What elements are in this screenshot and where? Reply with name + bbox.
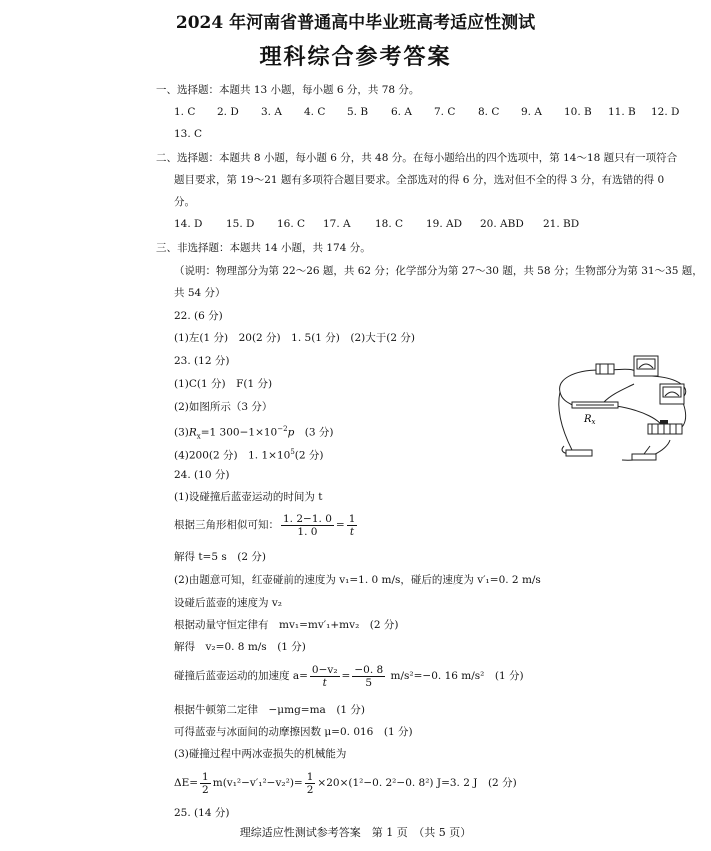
- section3-note-line1: （说明：物理部分为第 22～26 题，共 62 分；化学部分为第 27～30 题，共 58 分；生物部分为第 31～35 题，: [174, 265, 703, 277]
- answer-item: 10. B: [564, 106, 592, 118]
- answer-item: 21. BD: [543, 218, 580, 230]
- q24-blue-velocity: 设碰后蓝壶的速度为 v₂: [174, 597, 282, 609]
- q24-part2: (2)由题意可知，红壶碰前的速度为 v₁=1. 0 m/s，碰后的速度为 v′₁=0. 2 m/s: [174, 574, 541, 586]
- q24-similarity: 根据三角形相似可知： $\frac{1. 2-1. 0}{1. 0}$ = $\frac{1}{t}$: [174, 512, 356, 538]
- answer-item: 15. D: [226, 218, 255, 230]
- answer-item: 7. C: [434, 106, 456, 118]
- q22-label: 22. (6 分): [174, 310, 223, 322]
- section2-heading-line3: 分。: [174, 196, 195, 208]
- page-footer: 理综适应性测试参考答案 第 1 页 （共 5 页）: [239, 826, 472, 839]
- q24-acceleration: 碰撞后蓝壶运动的加速度 a= $\frac{\text{0−v₂}}{t}$ = $\frac{-0. 8}{5}$ m/s²=−0. 16 m/s² (1 分): [174, 663, 524, 689]
- q22-answer: (1)左(1 分) 20(2 分) 1. 5(1 分) (2)大于(2 分): [174, 332, 415, 344]
- q24-label: 24. (10 分): [174, 469, 230, 481]
- answer-item: 16. C: [277, 218, 306, 230]
- section1-heading: 一、选择题：本题共 13 小题，每小题 6 分，共 78 分。: [156, 84, 420, 96]
- answer-item: 11. B: [608, 106, 636, 118]
- q23-answer-2: (2)如图所示（3 分）: [174, 401, 273, 413]
- section2-heading-line2: 题目要求，第 19～21 题有多项符合题目要求。全部选对的得 6 分，选对但不全的得 3 分，有选错的得 0: [174, 174, 665, 186]
- answer-item: 20. ABD: [480, 218, 524, 230]
- section2-heading-line1: 二、选择题：本题共 8 小题，每小题 6 分，共 48 分。在每小题给出的四个选项中，第 14～18 题只有一项符合: [156, 152, 678, 164]
- q24-friction: 可得蓝壶与冰面间的动摩擦因数 μ=0. 016 (1 分): [174, 726, 413, 738]
- answer-item: 9. A: [521, 106, 542, 118]
- answer-item: 1. C: [174, 106, 196, 118]
- answer-key-title: 理科综合参考答案: [259, 44, 452, 70]
- answer-item: 17. A: [323, 218, 351, 230]
- section3-note-line2: 共 54 分）: [174, 287, 226, 299]
- answer-item: 14. D: [174, 218, 203, 230]
- answer-item: 12. D: [651, 106, 680, 118]
- q25-label: 25. (14 分): [174, 807, 230, 819]
- q24-velocity-result: 解得 v₂=0. 8 m/s (1 分): [174, 641, 306, 653]
- answer-item: 19. AD: [426, 218, 463, 230]
- exam-title: 2024 年河南省普通高中毕业班高考适应性测试: [175, 13, 536, 33]
- answer-item: 6. A: [391, 106, 412, 118]
- answer-item: 3. A: [261, 106, 282, 118]
- q24-part1: (1)设碰撞后蓝壶运动的时间为 t: [174, 491, 323, 503]
- answer-item: 5. B: [347, 106, 369, 118]
- q23-answer-4: (4)200(2 分) 1. $1\times 10^5(2$ 分): [174, 448, 324, 462]
- q24-energy: ΔE= $\frac{1}{2}$ m(v₁²−v′₁²−v₂²)= $\frac{1}{2}$ ×20×(1²−0. 2²−0. 8²) J=3. 2 J (2 分): [174, 770, 517, 796]
- q23-label: 23. (12 分): [174, 355, 230, 367]
- q24-newton: 根据牛顿第二定律 −μmg=ma (1 分): [174, 704, 366, 716]
- answer-item: 18. C: [375, 218, 404, 230]
- answer-item: 13. C: [174, 128, 203, 140]
- answer-item: 2. D: [217, 106, 239, 118]
- rx-label: $R_x$: [584, 414, 596, 426]
- q24-momentum: 根据动量守恒定律有 mv₁=mv′₁+mv₂ (2 分): [174, 619, 399, 631]
- q23-answer-3: $(3)R_x=1$ $300-1\times 10^{-2}p$ (3 分): [174, 425, 334, 441]
- q24-time-result: 解得 t=5 s (2 分): [174, 551, 266, 563]
- answer-item: 4. C: [304, 106, 326, 118]
- q24-part3: (3)碰撞过程中两冰壶损失的机械能为: [174, 748, 347, 760]
- answer-item: 8. C: [478, 106, 500, 118]
- circuit-diagram: [552, 350, 694, 468]
- section3-heading: 三、非选择题：本题共 14 小题，共 174 分。: [156, 242, 371, 254]
- q23-answer-1: (1)C(1 分) F(1 分): [174, 378, 273, 390]
